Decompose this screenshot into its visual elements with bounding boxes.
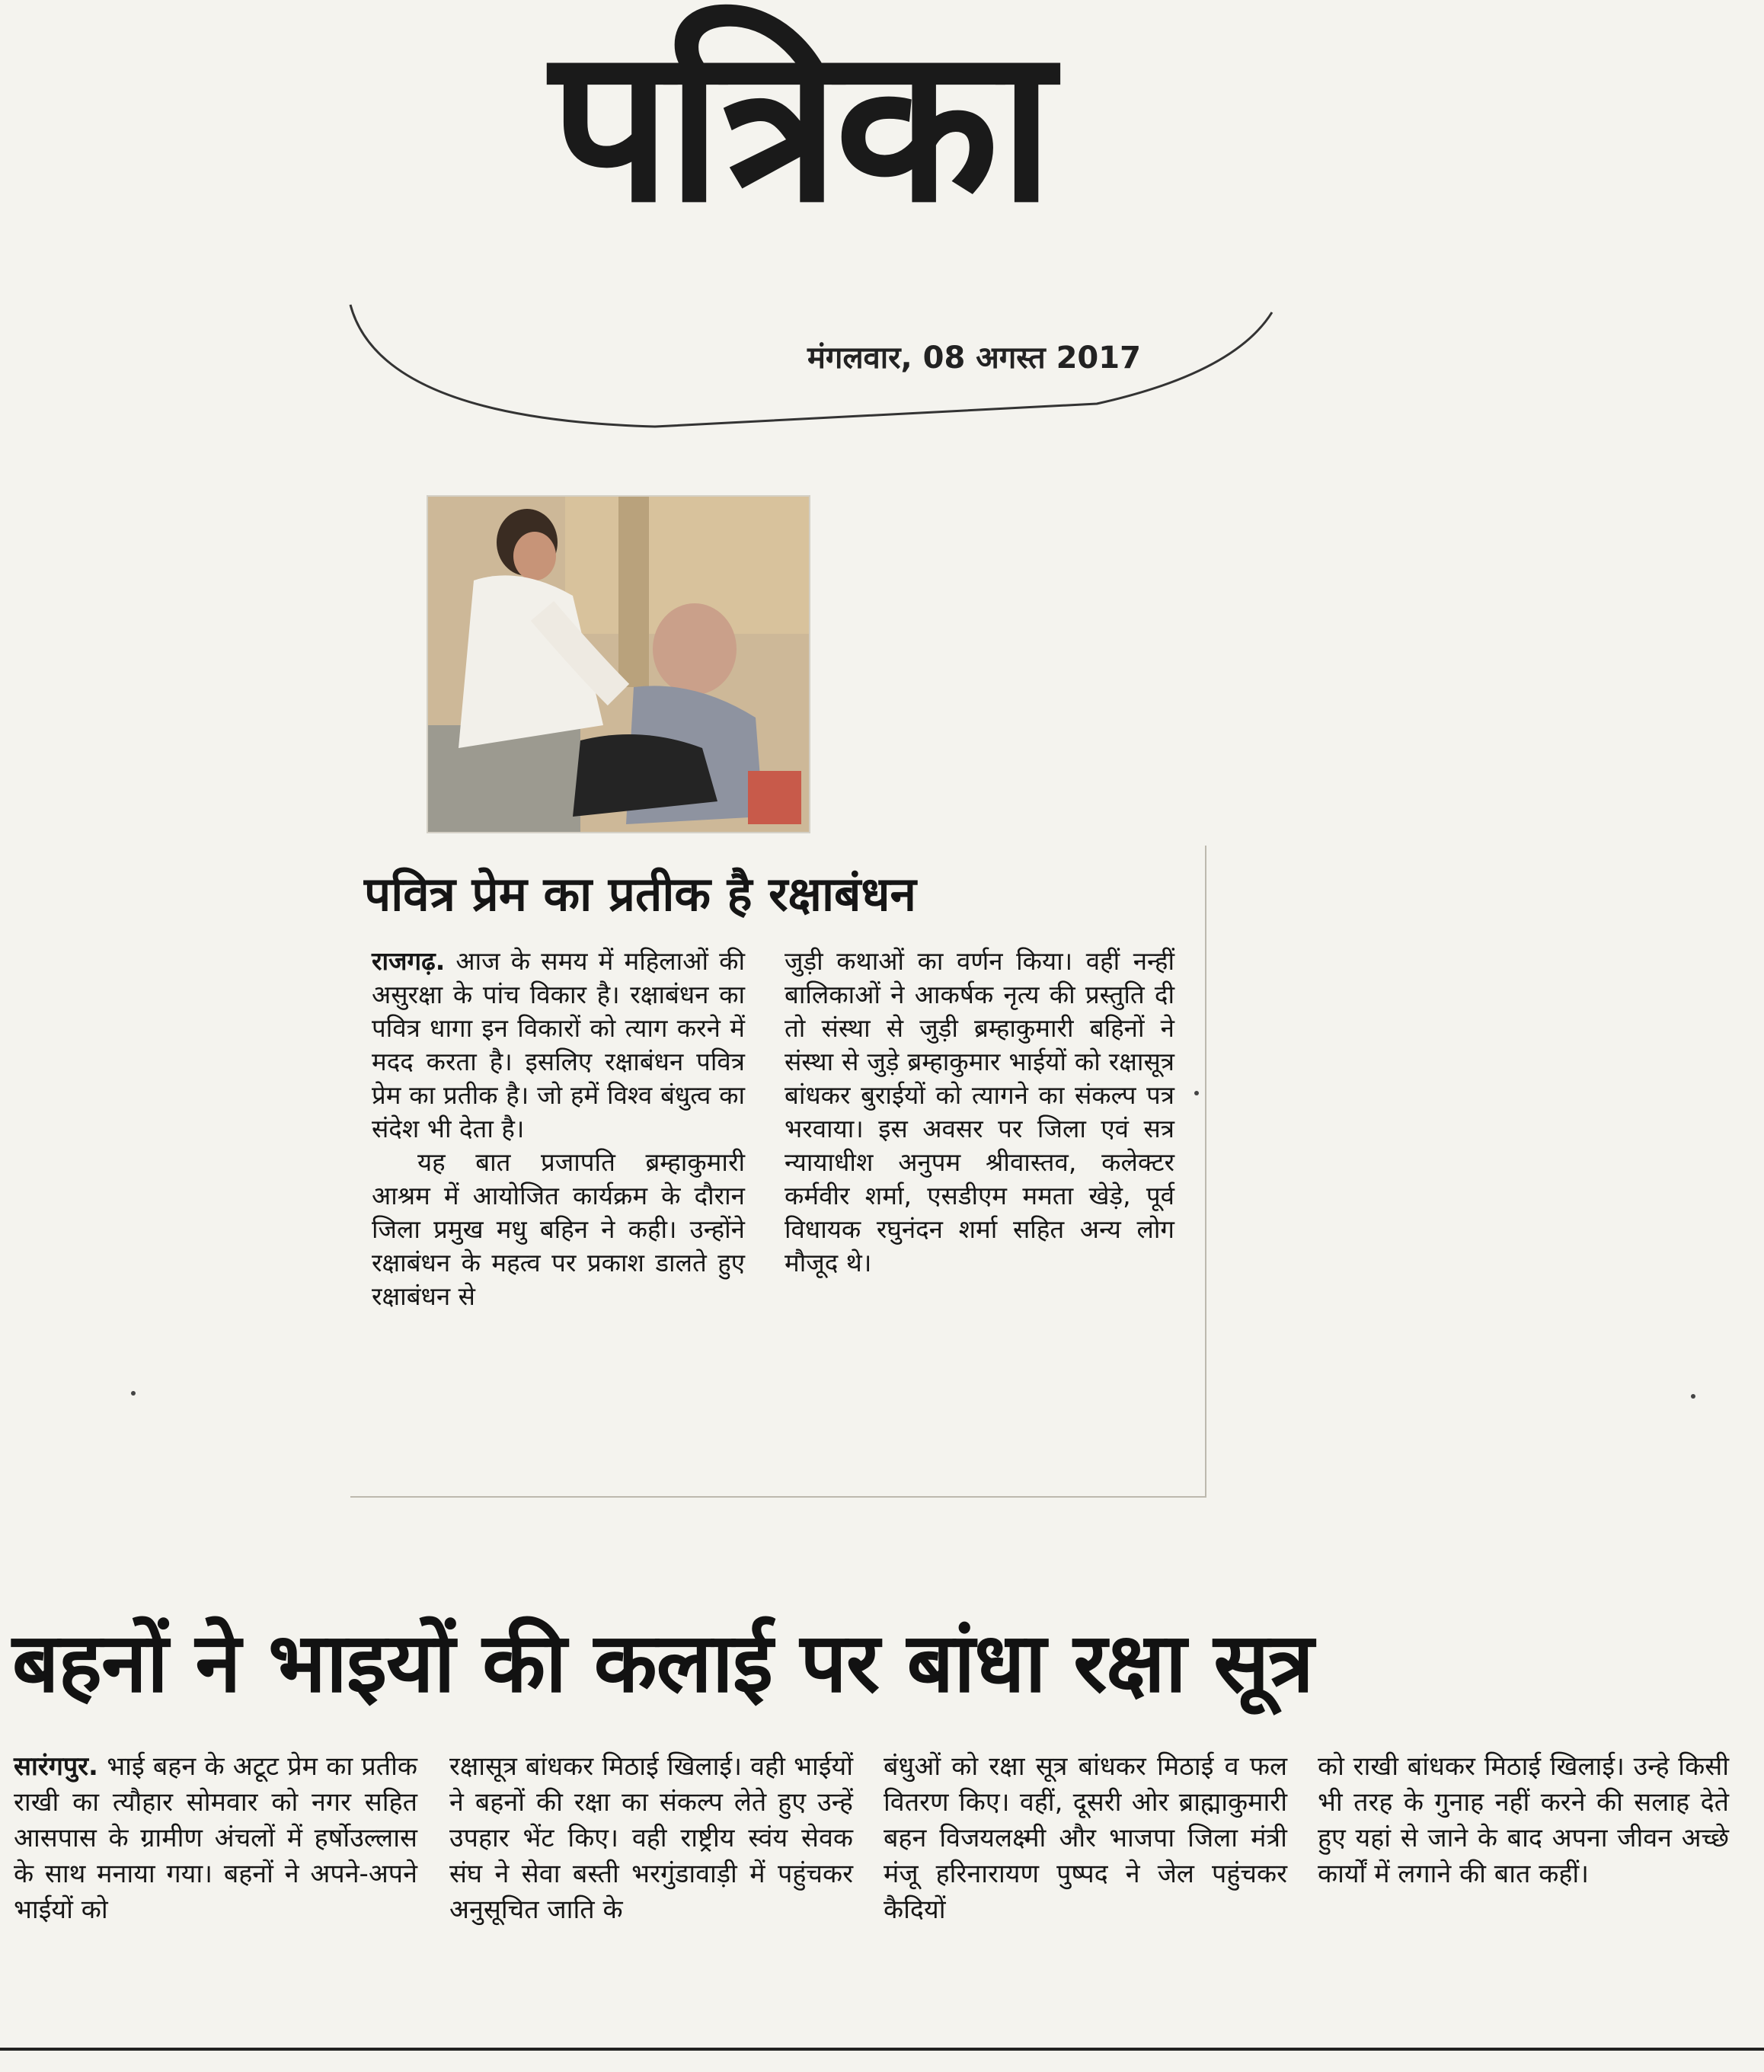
story1-column-1 bbox=[372, 945, 745, 1313]
story2-column-3: बंधुओं को रक्षा सूत्र बांधकर मिठाई व फल वितरण किए। वहीं, दूसरी ओर ब्राह्माकुमारी बहन विजयलक्ष्मी और भाजपा जिला मंत्री मंजू हरिनारायण पुष्पद ने जेल पहुंचकर कैदियों bbox=[884, 1751, 1287, 1925]
newspaper-masthead: पत्रिका bbox=[550, 2, 1050, 250]
story1-paragraph-1: आज के समय में महिलाओं की असुरक्षा के पांच विकार है। रक्षाबंधन का पवित्र धागा इन विकारों को त्याग करने में मदद करता है। इसलिए रक्षाबंधन पवित्र प्रेम का प्रतीक है। जो हमें विश्व बंधुत्व का संदेश भी देता है। bbox=[372, 946, 746, 1143]
bottom-rule bbox=[0, 2048, 1764, 2051]
masthead-arc-decoration bbox=[335, 229, 1280, 434]
story1-paragraph-2: यह बात प्रजापति ब्रम्हाकुमारी आश्रम में आयोजित कार्यक्रम के दौरान जिला प्रमुख मधु बहिन ने कही। उन्होंने रक्षाबंधन के महत्व पर प्रकाश डालते हुए रक्षाबंधन से bbox=[372, 1147, 745, 1311]
story2-column-1 bbox=[14, 1749, 417, 1928]
print-speck bbox=[1691, 1394, 1695, 1399]
story2-dateline: सारंगपुर. bbox=[14, 1751, 98, 1782]
story2-column-4: को राखी बांधकर मिठाई खिलाई। उन्हे किसी भी तरह के गुनाह नहीं करने की सलाह देते हुए यहां से जाने के बाद अपना जीवन अच्छे कार्यों में लगाने की बात कहीं। bbox=[1318, 1751, 1729, 1889]
photo-illustration bbox=[428, 497, 809, 832]
print-speck bbox=[131, 1391, 136, 1396]
story1-dateline: राजगढ़. bbox=[372, 946, 446, 976]
story2-headline: बहनों ने भाइयों की कलाई पर बांधा रक्षा सूत्र bbox=[12, 1616, 1314, 1711]
story1-column-2: जुड़ी कथाओं का वर्णन किया। वहीं नन्हीं बालिकाओं ने आकर्षक नृत्य की प्रस्तुति दी तो संस्था से जुड़ी ब्रम्हाकुमारी बहिनों ने संस्था से जुड़े ब्रम्हाकुमार भाईयों को रक्षासूत्र बांधकर बुराईयों को त्यागने का संकल्प पत्र भरवाया। इस अवसर पर जिला एवं सत्र न्यायाधीश अनुपम श्रीवास्तव, कलेक्टर कर्मवीर शर्मा, एसडीएम ममता खेड़े, पूर्व विधायक रघुनंदन शर्मा सहित अन्य लोग मौजूद थे। bbox=[785, 946, 1174, 1277]
publication-date: मंगलवार, 08 अगस्त 2017 bbox=[807, 341, 1141, 376]
print-speck bbox=[1194, 1091, 1199, 1095]
story2-column-2: रक्षासूत्र बांधकर मिठाई खिलाई। वही भाईयों ने बहनों की रक्षा का संकल्प लेते हुए उन्हें उपहार भेंट किए। वही राष्ट्रीय स्वंय सेवक संघ ने सेवा बस्ती भरगुंडावाड़ी में पहुंचकर अनुसूचित जाति के bbox=[449, 1751, 853, 1925]
story-photo bbox=[427, 495, 810, 833]
story2-column-1-text: भाई बहन के अटूट प्रेम का प्रतीक राखी का त्यौहार सोमवार को नगर सहित आसपास के ग्रामीण अंचलों में हर्षोउल्लास के साथ मनाया गया। बहनों ने अपने-अपने भाईयों को bbox=[14, 1751, 418, 1925]
story1-headline: पवित्र प्रेम का प्रतीक है रक्षाबंधन bbox=[364, 866, 916, 922]
